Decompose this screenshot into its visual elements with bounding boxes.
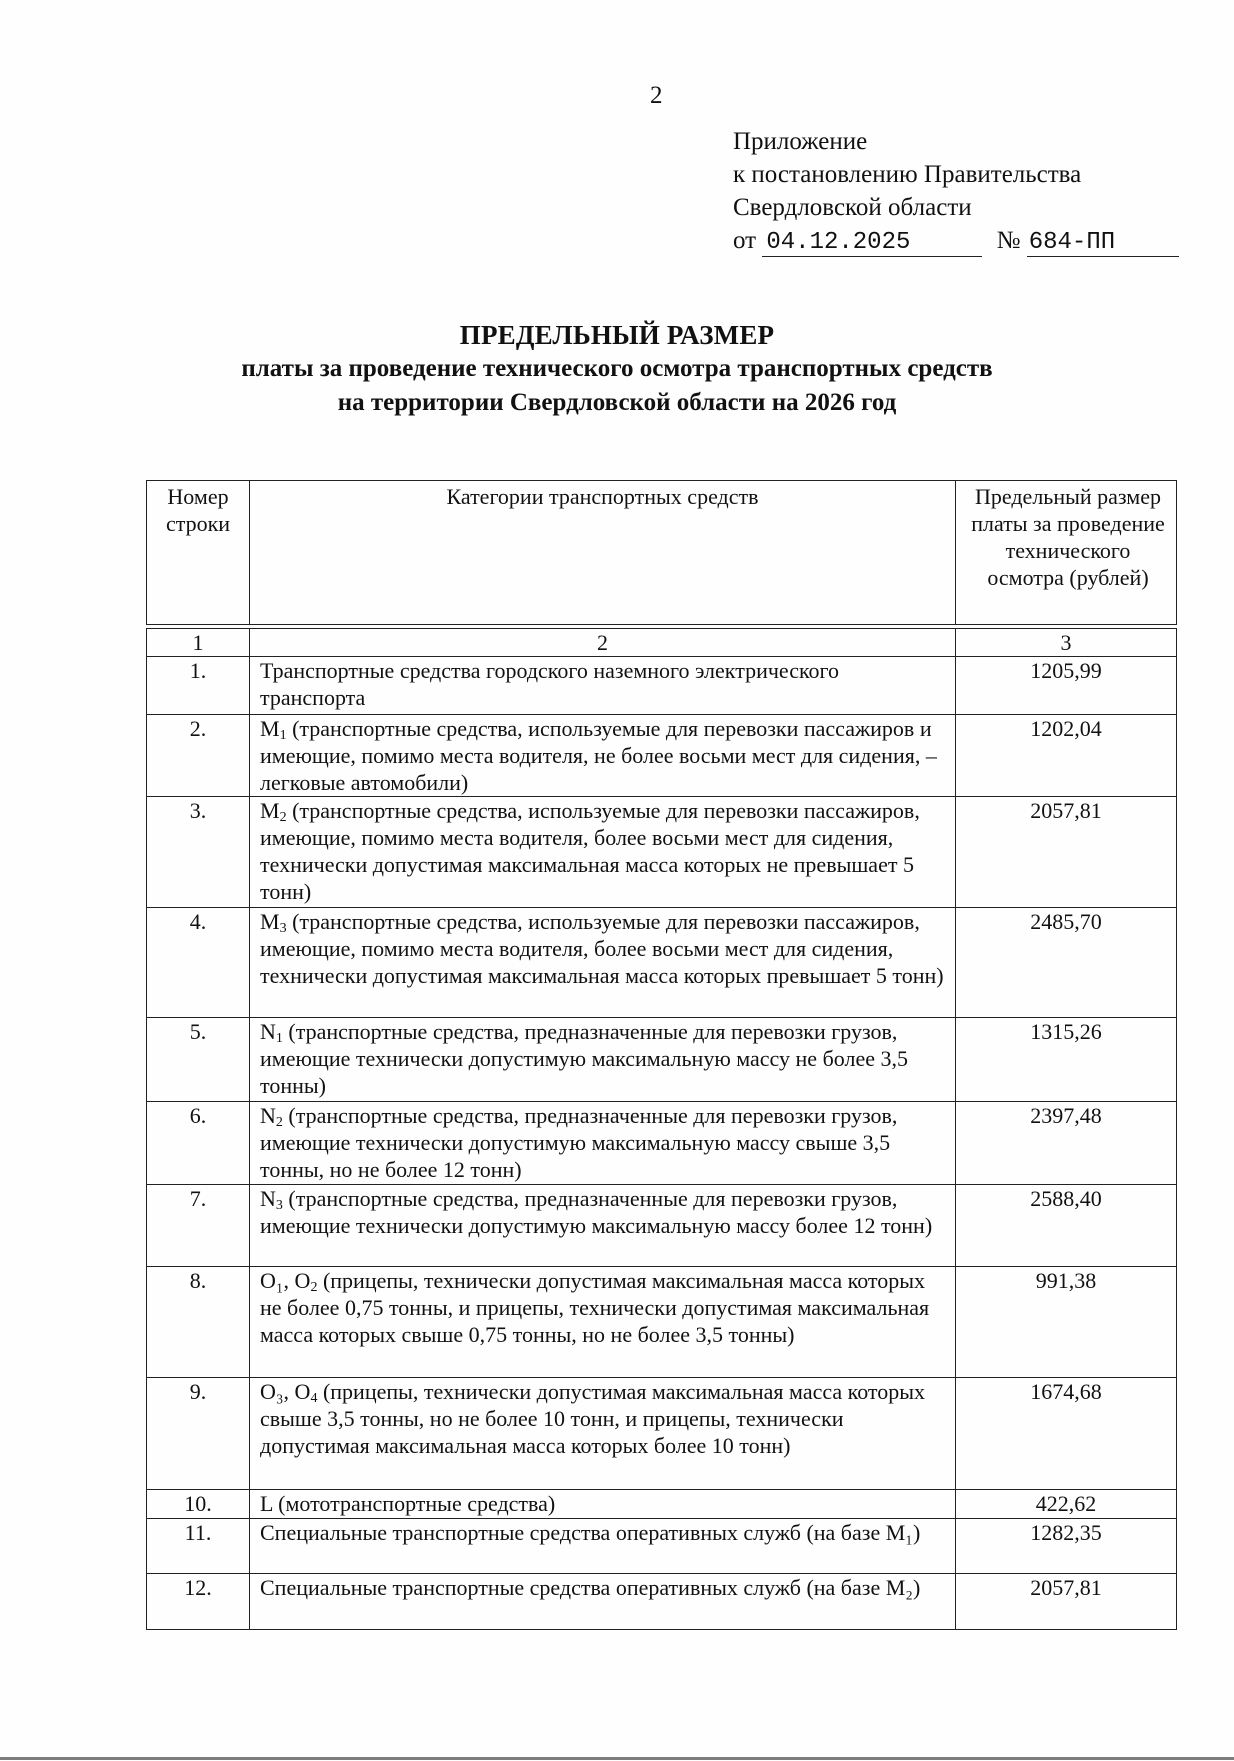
row-fee: 1282,35 — [956, 1519, 1177, 1574]
table-row — [147, 1267, 1177, 1378]
title-line-2: платы за проведение технического осмотра транспортных средств — [241, 355, 993, 382]
row-category — [250, 1574, 956, 1630]
row-fee: 1674,68 — [956, 1378, 1177, 1490]
column-number: 1 — [147, 629, 250, 657]
row-number: 8. — [147, 1267, 250, 1378]
title-line-3: на территории Свердловской области на 2026 год — [337, 389, 897, 416]
category-description: L (мототранспортные средства) — [260, 1491, 556, 1516]
row-number: 6. — [147, 1102, 250, 1185]
category-description: (транспортные средства, предназначенные для перевозки грузов, имеющие технически допустимую максимальную массу не более 3,5 тонны) — [260, 1019, 908, 1098]
table-row — [147, 657, 1177, 715]
row-fee: 1315,26 — [956, 1018, 1177, 1102]
category-code-subscript: 1 — [275, 1031, 283, 1046]
row-category — [250, 1519, 956, 1574]
category-code-subscript: 3 — [279, 921, 287, 936]
row-category — [250, 1378, 956, 1490]
number-prefix: № — [996, 227, 1021, 254]
header-fee: Предельный размер платы за проведение технического осмотра (рублей) — [956, 481, 1177, 625]
row-number: 11. — [147, 1519, 250, 1574]
row-fee: 422,62 — [956, 1490, 1177, 1519]
title-main: ПРЕДЕЛЬНЫЙ РАЗМЕР — [459, 320, 775, 350]
row-fee: 991,38 — [956, 1267, 1177, 1378]
row-fee: 2057,81 — [956, 797, 1177, 908]
row-fee: 2588,40 — [956, 1185, 1177, 1267]
category-code: M — [260, 909, 280, 934]
table-row — [147, 1378, 1177, 1490]
appendix-line-3: Свердловской области — [733, 194, 972, 221]
page-bottom-rule — [0, 1757, 1234, 1760]
category-description: Специальные транспортные средства оперативных служб (на базе M₂) — [260, 1575, 921, 1600]
table-row — [147, 1574, 1177, 1630]
row-category — [250, 797, 956, 908]
column-number-row — [147, 629, 1177, 657]
fee-table-container — [146, 480, 1176, 1630]
row-number: 12. — [147, 1574, 250, 1630]
table-body — [147, 657, 1177, 1630]
row-category — [250, 657, 956, 715]
row-category — [250, 1018, 956, 1102]
category-description: (транспортные средства, предназначенные для перевозки грузов, имеющие технически допустимую максимальную массу свыше 3,5 тонны, но не более 12 тонн) — [260, 1103, 898, 1182]
appendix-date-line — [733, 224, 1179, 257]
row-category — [250, 1490, 956, 1519]
category-code: O₁, O — [260, 1268, 311, 1293]
category-description: Транспортные средства городского наземного электрического транспорта — [260, 658, 840, 710]
row-category — [250, 1102, 956, 1185]
appendix-line-1: Приложение — [733, 128, 868, 155]
row-category — [250, 908, 956, 1018]
category-code: N — [260, 1103, 276, 1128]
category-code: M — [260, 798, 280, 823]
category-code: O₃, O — [260, 1379, 311, 1404]
category-description: (транспортные средства, используемые для перевозки пассажиров, имеющие, помимо места водителя, более восьми мест для сидения, технически допустимая максимальная масса которых превышает 5 тонн) — [260, 909, 944, 988]
decree-date: 04.12.2025 — [762, 230, 982, 257]
row-fee: 2057,81 — [956, 1574, 1177, 1630]
row-number: 2. — [147, 715, 250, 797]
category-code-subscript: 2 — [310, 1280, 318, 1295]
category-code: M — [260, 716, 280, 741]
category-code: N — [260, 1019, 276, 1044]
appendix-line-2: к постановлению Правительства — [733, 161, 1082, 188]
row-category — [250, 1267, 956, 1378]
fee-table — [146, 480, 1177, 1630]
row-number: 4. — [147, 908, 250, 1018]
appendix-header — [733, 125, 1179, 257]
row-number: 7. — [147, 1185, 250, 1267]
table-row — [147, 797, 1177, 908]
category-description: (прицепы, технически допустимая максимальная масса которых не более 0,75 тонны, и прицепы, технически допустимая максимальная масса которых свыше 0,75 тонны, но не более 3,5 тонны) — [260, 1268, 930, 1347]
column-number: 3 — [956, 629, 1177, 657]
row-fee: 1205,99 — [956, 657, 1177, 715]
row-number: 10. — [147, 1490, 250, 1519]
date-prefix: от — [733, 227, 757, 254]
category-code-subscript: 4 — [310, 1391, 318, 1406]
row-category — [250, 715, 956, 797]
category-code-subscript: 1 — [279, 728, 287, 743]
category-description: (транспортные средства, используемые для перевозки пассажиров, имеющие, помимо места водителя, более восьми мест для сидения, технически допустимая максимальная масса которых не превышает 5 тонн) — [260, 798, 920, 904]
category-code-subscript: 2 — [279, 810, 287, 825]
category-description: (транспортные средства, используемые для перевозки пассажиров и имеющие, помимо места водителя, не более восьми мест для сидения, – легковые автомобили) — [260, 716, 937, 795]
table-row — [147, 1102, 1177, 1185]
table-row — [147, 1185, 1177, 1267]
category-description: (транспортные средства, предназначенные для перевозки грузов, имеющие технически допустимую максимальную массу более 12 тонн) — [260, 1186, 933, 1238]
document-title — [0, 318, 1234, 420]
category-description: (прицепы, технически допустимая максимальная масса которых свыше 3,5 тонны, но не более 10 тонн, и прицепы, технически допустимая максимальная масса которых более 10 тонн) — [260, 1379, 926, 1458]
page-number: 2 — [650, 82, 663, 109]
row-number: 9. — [147, 1378, 250, 1490]
category-description: Специальные транспортные средства оперативных служб (на базе M₁) — [260, 1520, 921, 1545]
table-row — [147, 1490, 1177, 1519]
table-row — [147, 715, 1177, 797]
category-code-subscript: 2 — [275, 1115, 283, 1130]
row-category — [250, 1185, 956, 1267]
table-row — [147, 908, 1177, 1018]
row-fee: 2397,48 — [956, 1102, 1177, 1185]
row-fee: 2485,70 — [956, 908, 1177, 1018]
row-number: 1. — [147, 657, 250, 715]
row-number: 3. — [147, 797, 250, 908]
table-row — [147, 1018, 1177, 1102]
header-row-number: Номер строки — [147, 481, 250, 625]
header-category: Категории транспортных средств — [250, 481, 956, 625]
category-code-subscript: 3 — [275, 1198, 283, 1213]
table-header-row — [147, 481, 1177, 625]
column-number: 2 — [250, 629, 956, 657]
table-row — [147, 1519, 1177, 1574]
category-code: N — [260, 1186, 276, 1211]
row-number: 5. — [147, 1018, 250, 1102]
decree-number: 684-ПП — [1027, 230, 1179, 257]
row-fee: 1202,04 — [956, 715, 1177, 797]
